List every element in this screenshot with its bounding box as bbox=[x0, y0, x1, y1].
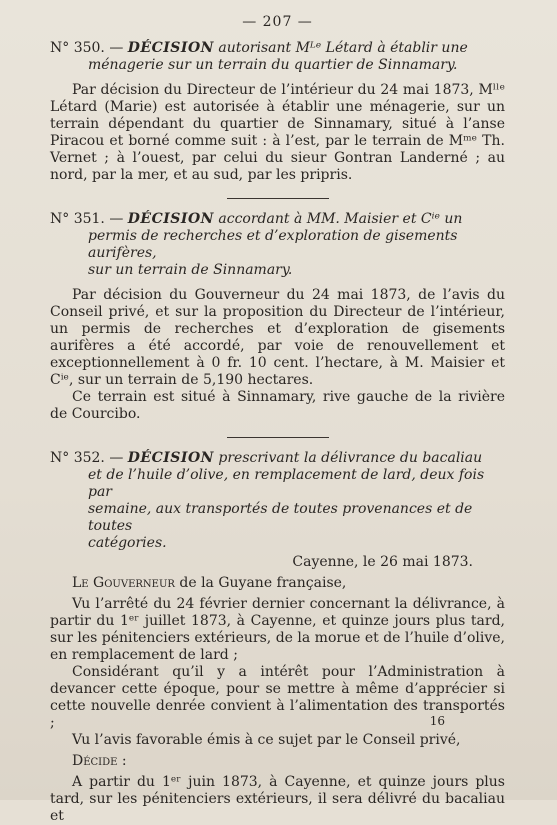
decision-351-body-1: Par décision du Gouverneur du 24 mai 1873, de l’avis du Conseil privé, et sur la proposition du Directeur de l’intérieur, un permis de recherches et d’exploration de gisements aurifères a été accordé, par voie de renouvellement et exceptionnellement à 0 fr. 10 cent. l’hectare, à M. Maisier et Cⁱᵉ, sur un terrain de 5,190 hectares. bbox=[50, 287, 505, 388]
decision-351-title-line2: permis de recherches et d’exploration de gisements aurifères, bbox=[88, 228, 458, 261]
decision-352-governor-line bbox=[50, 575, 505, 592]
decision-352-paragraph-2: Considérant qu’il y a intérêt pour l’Administration à devancer cette époque, pour se mettre à même d’apprécier si cette nouvelle denrée convient à l’alimentation des transportés ; bbox=[50, 664, 505, 731]
governor-rest: de la Guyane française, bbox=[174, 575, 347, 591]
decision-350-title bbox=[128, 40, 468, 56]
decision-350-number: N° 350. — bbox=[50, 40, 124, 56]
decision-352-paragraph-3: Vu l’avis favorable émis à ce sujet par le Conseil privé, bbox=[72, 732, 461, 748]
decision-352-paragraph-1: Vu l’arrêté du 24 février dernier concernant la délivrance, à partir du 1ᵉʳ juillet 1873, à Cayenne, et quinze jours plus tard, sur les pénitenciers extérieurs, de la morue et de l’huile d’olive, en remplacement de lard ; bbox=[50, 596, 505, 663]
decision-352-title-line2: et de l’huile d’olive, en remplacement de lard, deux fois par bbox=[88, 467, 485, 500]
decision-352-title-line4: catégories. bbox=[88, 535, 167, 551]
decision-352-title bbox=[128, 450, 482, 466]
decision-352-title-bold: DÉCISION bbox=[127, 450, 214, 466]
decision-351-title-rest: accordant à MM. Maisier et Cⁱᵉ un bbox=[213, 211, 463, 227]
decision-351-title-line3: sur un terrain de Sinnamary. bbox=[88, 262, 293, 278]
decision-351-body-2: Ce terrain est situé à Sinnamary, rive gauche de la rivière de Courcibo. bbox=[50, 389, 505, 422]
section-separator bbox=[227, 437, 329, 438]
decision-352-heading bbox=[50, 450, 505, 552]
decision-351-title bbox=[128, 211, 463, 227]
decision-352-decide: Décide : bbox=[72, 753, 127, 769]
decision-350-title-bold: DÉCISION bbox=[127, 40, 214, 56]
governor-title: Le Gouverneur bbox=[72, 575, 175, 591]
decision-350-body: Par décision du Directeur de l’intérieur du 24 mai 1873, Mˡˡᵉ Létard (Marie) est autorisée à établir une ménagerie, sur un terrain dépendant du quartier de Sinnamary, situé à l’anse Piracou et borné comme suit : à l’est, par le terrain de Mᵐᵉ Th. Vernet ; à l’ouest, par celui du sieur Gontran Landerné ; au nord, par la mer, et au sud, par les pripris. bbox=[50, 82, 505, 183]
section-separator bbox=[227, 198, 329, 199]
decision-351-number: N° 351. — bbox=[50, 211, 124, 227]
decision-352-number: N° 352. — bbox=[50, 450, 124, 466]
decision-350-title-rest: autorisant Mᴸᵉ Létard à établir une bbox=[213, 40, 468, 56]
decision-350-title-line2: ménagerie sur un terrain du quartier de Sinnamary. bbox=[88, 57, 458, 73]
decision-351-title-bold: DÉCISION bbox=[127, 211, 214, 227]
decision-350-heading bbox=[50, 40, 505, 74]
decision-352-title-line3: semaine, aux transportés de toutes provenances et de toutes bbox=[88, 501, 473, 534]
decision-352-paragraph-4: A partir du 1ᵉʳ juin 1873, à Cayenne, et quinze jours plus tard, sur les pénitenciers extérieurs, il sera délivré du bacaliau et bbox=[50, 774, 505, 824]
page-number: — 207 — bbox=[242, 14, 313, 30]
decision-352-title-rest: prescrivant la délivrance du bacaliau bbox=[213, 450, 483, 466]
decision-352-dateline: Cayenne, le 26 mai 1873. bbox=[292, 554, 473, 570]
signature-mark: 16 bbox=[429, 714, 445, 728]
decision-351-heading bbox=[50, 211, 505, 279]
